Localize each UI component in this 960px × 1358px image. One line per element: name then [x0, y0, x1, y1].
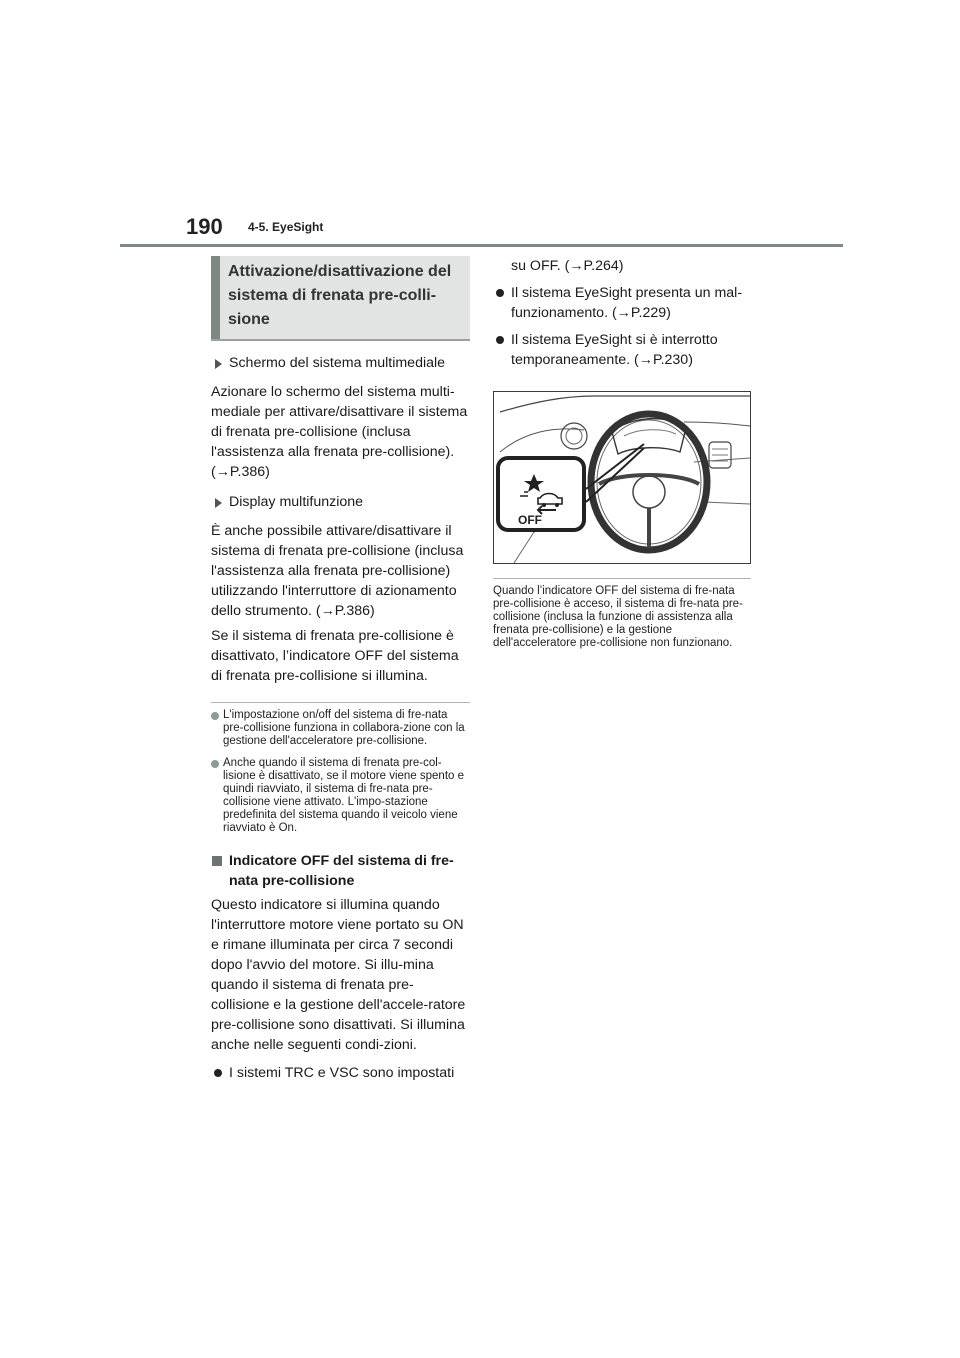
- off-label: OFF: [518, 513, 542, 527]
- note-text: Anche quando il sistema di frenata pre-col-lisione è disattivato, se il motore viene spento e quindi riavviato, il sistema di fre-nata pre-collisione viene attivato. L'impo-stazione predefinita del sistema quando il veicolo viene riavviato è On.: [223, 757, 464, 834]
- page-number: 190: [186, 214, 223, 239]
- triangle-icon: [215, 498, 222, 508]
- triangle-icon: [215, 359, 222, 369]
- note-text: L'impostazione on/off del sistema di fre-nata pre-collisione funziona in collabora-zione con la gestione dell'acceleratore pre-collisione.: [223, 709, 465, 747]
- note-item: [211, 709, 470, 748]
- bullet-text: Il sistema EyeSight presenta un mal-funzionamento. (→P.229): [511, 285, 743, 321]
- bullet-item: [493, 330, 751, 370]
- item-multi-display: [211, 492, 470, 512]
- paragraph-off-indicator: Se il sistema di frenata pre-collisione è disattivato, l’indicatore OFF del sistema di frenata pre-collisione si illumina.: [211, 628, 459, 684]
- bullet-text: Il sistema EyeSight si è interrotto temporaneamente. (→P.230): [511, 332, 718, 368]
- paragraph-indicator: Questo indicatore si illumina quando l'interruttore motore viene portato su ON e rimane illuminata per circa 7 secondi dopo l'avvio del motore. Si illu-mina quando il sistema di frenata pre-collisione e la gestione dell'accele-ratore pre-collisione sono disattivati. Si illumina anche nelle seguenti condi-zioni.: [211, 897, 466, 1053]
- note-rule: [211, 702, 470, 703]
- square-bullet-icon: [212, 856, 222, 866]
- bullet-item: [493, 283, 751, 323]
- section-label: 4-5. EyeSight: [248, 220, 324, 234]
- dashboard-figure: [493, 391, 751, 564]
- bullet-dot-icon: [496, 289, 504, 297]
- item-multi-display-label: Display multifunzione: [229, 494, 364, 510]
- item-multimedia-label: Schermo del sistema multimediale: [229, 355, 446, 371]
- note-dot-icon: [211, 760, 219, 768]
- dashboard-illustration: [494, 392, 750, 563]
- note-item: [211, 757, 470, 835]
- bullet-continuation: su OFF. (→P.264): [511, 258, 624, 274]
- paragraph-multi-display: È anche possibile attivare/disattivare il sistema di frenata pre-collisione (inclusa l'assistenza alla frenata pre-collisione) utilizzando l'interruttore di azionamento dello strumento. (→P.386): [211, 523, 464, 619]
- section-title: Attivazione/disattivazione del sistema di frenata pre-colli-sione: [211, 256, 470, 339]
- header-rule: [120, 244, 843, 247]
- paragraph-multimedia: Azionare lo schermo del sistema multi-mediale per attivare/disattivare il sistema di frenata pre-collisione (inclusa l'assistenza alla frenata pre-collisione). (→P.386): [211, 384, 468, 480]
- right-column: [493, 256, 751, 650]
- left-column: [211, 256, 470, 1083]
- title-underline: [211, 339, 470, 341]
- bullet-text: I sistemi TRC e VSC sono impostati: [229, 1065, 455, 1081]
- item-multimedia: [211, 353, 470, 373]
- subheading-off-indicator: [211, 851, 470, 891]
- caption-rule: [493, 578, 751, 579]
- figure-caption: Quando l’indicatore OFF del sistema di fre-nata pre-collisione è acceso, il sistema di fre-nata pre-collisione (inclusa la funzione di assistenza alla frenata pre-collisione) e la gestione dell'acceleratore pre-collisione non funzionano.: [493, 585, 743, 649]
- bullet-item: [211, 1063, 470, 1083]
- bullet-dot-icon: [496, 336, 504, 344]
- bullet-dot-icon: [214, 1069, 222, 1077]
- subheading-text: Indicatore OFF del sistema di fre-nata pre-collisione: [229, 853, 454, 889]
- note-dot-icon: [211, 712, 219, 720]
